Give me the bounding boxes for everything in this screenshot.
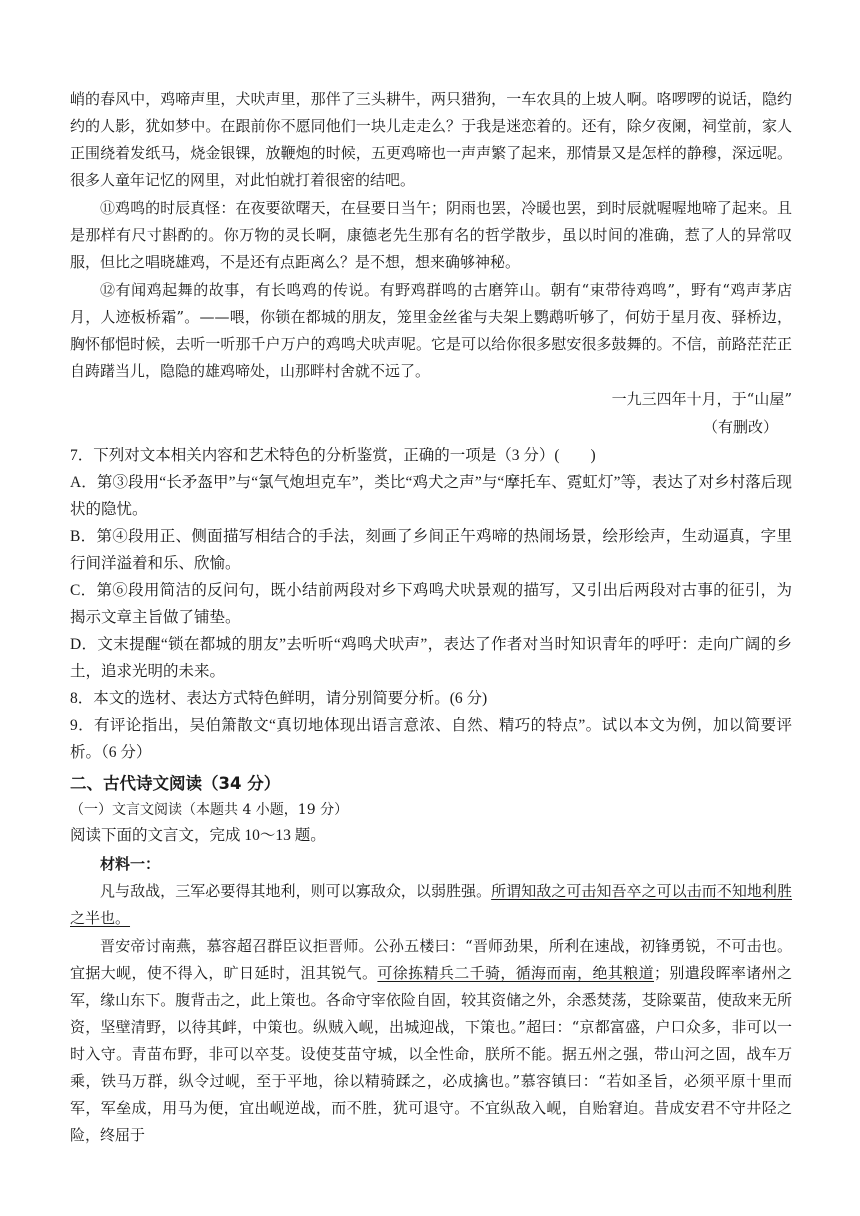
section-subtitle: （一）文言文阅读（本题共 4 小题，19 分） bbox=[70, 802, 349, 818]
essay-edit-note: （有删改） bbox=[702, 418, 778, 436]
question-9: 9．有评论指出，吴伯箫散文“真切地体现出语言意浓、自然、精巧的特点”。试以本文为例，加以简要评析。（6 分） bbox=[70, 717, 792, 761]
document-page bbox=[70, 86, 792, 1150]
material-1-underlined: 所谓知敌之可击知吾卒之可以击而不知地利胜之半也。 bbox=[70, 882, 792, 927]
reading-instruction: 阅读下面的文言文，完成 10～13 题。 bbox=[70, 827, 326, 844]
material-1-text: 凡与敌战，三军必要得其地利，则可以寡敌众，以弱胜强。 bbox=[100, 882, 492, 900]
question-7: 7．下列对文本相关内容和艺术特色的分析鉴赏，正确的一项是（3 分）( ) bbox=[70, 447, 596, 464]
question-8: 8．本文的选材、表达方式特色鲜明，请分别简要分析。(6 分) bbox=[70, 690, 488, 707]
essay-date: 一九三四年十月，于“山屋” bbox=[611, 390, 792, 408]
material-2-paragraph bbox=[70, 933, 792, 1149]
essay-paragraph-12: ⑫有闻鸡起舞的故事，有长鸣鸡的传说。有野鸡群鸣的古磨笄山。朝有“束带待鸡鸣”，野有“鸡声茅店月，人迹板桥霜”。——喂，你锁在都城的朋友，笼里金丝雀与夫架上鹦鹉听够了，何妨于星月夜、驿桥边，胸怀郁悒时候，去听一听那千户万户的鸡鸣犬吠声呢。它是可以给你很多慰安很多鼓舞的。不信，前路茫茫正自踌躇当儿，隐隐的雄鸡啼处，山那畔村舍就不远了。 bbox=[70, 281, 792, 380]
question-7-option-a: A．第③段用“长矛盔甲”与“氯气炮坦克车”，类比“鸡犬之声”与“摩托车、霓虹灯”等，表达了对乡村落后现状的隐忧。 bbox=[70, 474, 792, 518]
material-label: 材料一： bbox=[100, 855, 161, 873]
essay-paragraph-continued: 峭的春风中，鸡啼声里，犬吠声里，那伴了三头耕牛，两只猎狗，一车农具的上坡人啊。咯啰啰的说话，隐约约的人影，犹如梦中。在跟前你不愿同他们一块儿走走么？于我是迷恋着的。还有，除夕夜阑，祠堂前，家人正围绕着发纸马，烧金银锞，放鞭炮的时候，五更鸡啼也一声声繁了起来，那情景又是怎样的静穆，深远呢。很多人童年记忆的网里，对此怕就打着很密的结吧。 bbox=[70, 90, 792, 189]
question-7-option-c: C．第⑥段用简洁的反问句，既小结前两段对乡下鸡鸣犬吠景观的描写，又引出后两段对古事的征引，为揭示文章主旨做了铺垫。 bbox=[70, 582, 792, 626]
question-7-option-d: D．文末提醒“锁在都城的朋友”去听听“鸡鸣犬吠声”，表达了作者对当时知识青年的呼吁：走向广阔的乡土，追求光明的未来。 bbox=[70, 636, 792, 680]
question-7-option-b: B．第④段用正、侧面描写相结合的手法，刻画了乡间正午鸡啼的热闹场景，绘形绘声，生动逼真，字里行间洋溢着和乐、欣愉。 bbox=[70, 528, 792, 572]
material-2-text-b: ；别遣段晖率诸州之军，缘山东下。腹背击之，此上策也。各命守宰依险自固，较其资储之外，余悉焚荡，芟除粟苗，使敌来无所资，坚壁清野，以待其衅，中策也。纵贼入岘，出城迎战，下策也。”超曰：“京都富盛，户口众多，非可以一时入守。青苗布野，非可以卒芟。设使芟苗守城，以全性命，朕所不能。据五州之强，带山河之固，战车万乘，铁马万群，纵令过岘，至于平地，徐以精骑蹂之，必成擒也。”慕容镇曰：“若如圣旨，必须平原十里而军，军垒成，用马为便，宜出岘逆战，而不胜，犹可退守。不宜纵敌入岘，自贻窘迫。昔成安君不守井陉之险，终屈于 bbox=[70, 964, 792, 1144]
material-2-text-a: 晋安帝讨南燕，慕容超召群臣议拒晋师。公孙五楼曰：“晋师劲果，所利在速战，初锋勇锐，不可击也。宜据大岘，使不得入，旷日延时，沮其锐气。 bbox=[70, 937, 792, 982]
section-title: 二、古代诗文阅读（34 分） bbox=[70, 774, 281, 793]
material-2-underlined: 可徐拣精兵二千骑，循海而南，绝其粮道 bbox=[377, 964, 655, 982]
material-1-paragraph bbox=[70, 878, 792, 932]
essay-paragraph-11: ⑪鸡鸣的时辰真怪：在夜要欲曙天，在昼要日当午；阴雨也罢，冷暖也罢，到时辰就喔喔地啼了起来。且是那样有尺寸斟酌的。你万物的灵长啊，康德老先生那有名的哲学散步，虽以时间的准确，惹了人的异常叹服，但比之唱晓雄鸡，不是还有点距离么？是不想，想来确够神秘。 bbox=[70, 199, 792, 271]
